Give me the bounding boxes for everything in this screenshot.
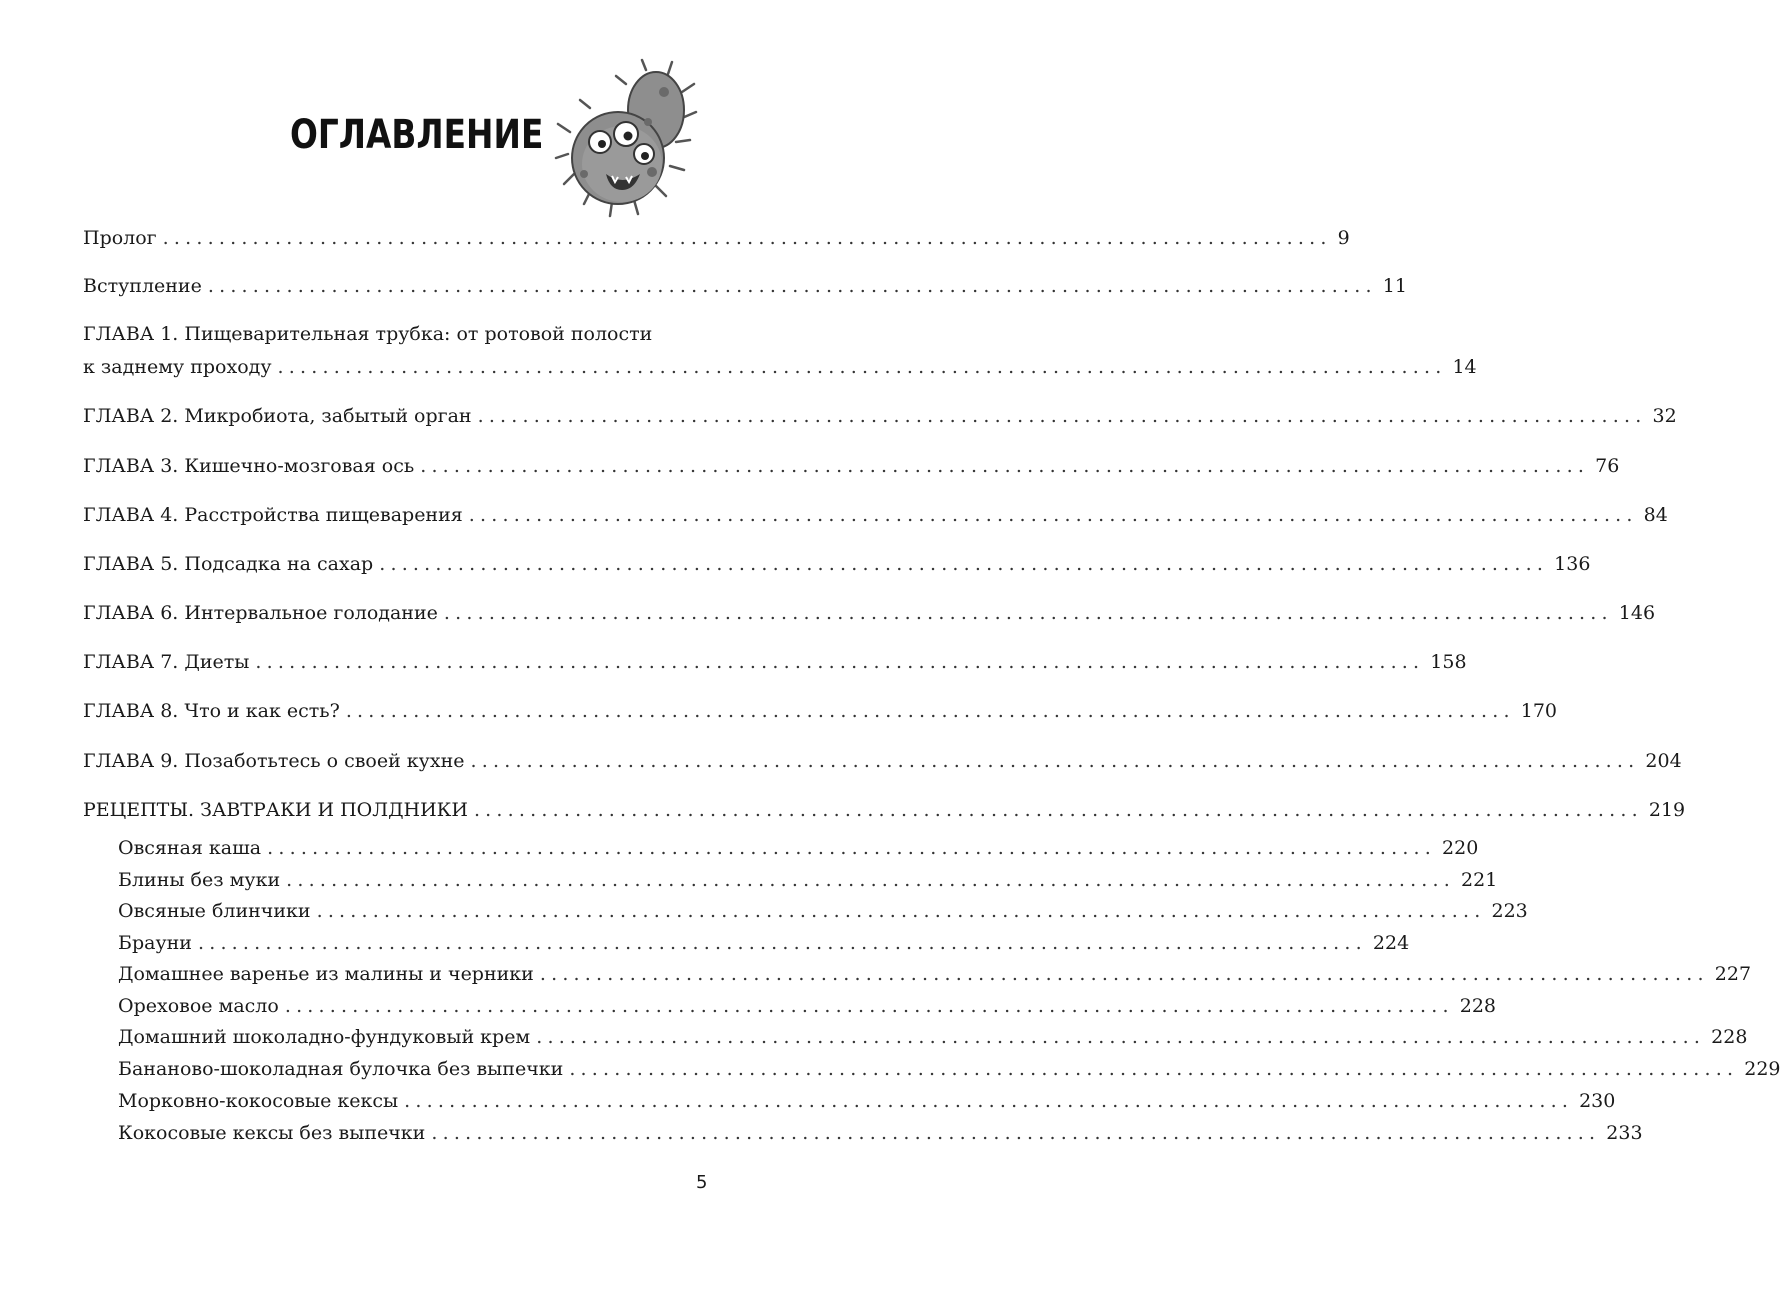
toc-entry: к заднему проходу ........................................................................................................ 14 xyxy=(83,356,1477,378)
toc-recipe-entry: Морковно-кокосовые кексы ........................................................................................................ 230 xyxy=(118,1090,1616,1112)
page-number: 5 xyxy=(696,1172,708,1193)
cartoon-microbe-icon xyxy=(560,62,700,222)
toc-entry: ГЛАВА 6. Интервальное голодание ........................................................................................................ 146 xyxy=(83,602,1656,624)
page-title: ОГЛАВЛЕНИЕ xyxy=(290,112,544,158)
toc-entry: ГЛАВА 7. Диеты ........................................................................................................ 158 xyxy=(83,651,1467,673)
toc-recipe-entry: Домашнее варенье из малины и черники ........................................................................................................ 227 xyxy=(118,963,1752,985)
toc-entry: Пролог ........................................................................................................ 9 xyxy=(83,227,1350,249)
toc-recipe-entry: Кокосовые кексы без выпечки ........................................................................................................ 233 xyxy=(118,1122,1643,1144)
toc-entry: ГЛАВА 5. Подсадка на сахар ........................................................................................................ 136 xyxy=(83,553,1591,575)
toc-recipe-entry: Ореховое масло ........................................................................................................ 228 xyxy=(118,995,1497,1017)
toc-recipe-entry: Бананово-шоколадная булочка без выпечки ........................................................................................................ 229 xyxy=(118,1058,1781,1080)
toc-recipe-entry: Домашний шоколадно-фундуковый крем ........................................................................................................ 228 xyxy=(118,1026,1748,1048)
toc-entry: ГЛАВА 2. Микробиота, забытый орган ........................................................................................................ 32 xyxy=(83,405,1677,427)
toc-entry: РЕЦЕПТЫ. ЗАВТРАКИ И ПОЛДНИКИ ........................................................................................................ 219 xyxy=(83,799,1686,821)
toc-recipe-entry: Овсяные блинчики ........................................................................................................ 223 xyxy=(118,900,1528,922)
toc-recipe-entry: Овсяная каша ........................................................................................................ 220 xyxy=(118,837,1479,859)
toc-entry-line1: ГЛАВА 1. Пищеварительная трубка: от ротовой полости xyxy=(83,323,653,345)
toc-entry: ГЛАВА 3. Кишечно-мозговая ось ........................................................................................................ 76 xyxy=(83,455,1620,477)
toc-entry: Вступление ........................................................................................................ 11 xyxy=(83,275,1407,297)
toc-recipe-entry: Блины без муки ........................................................................................................ 221 xyxy=(118,869,1498,891)
toc-entry: ГЛАВА 9. Позаботьтесь о своей кухне ........................................................................................................ 204 xyxy=(83,750,1682,772)
toc-entry: ГЛАВА 4. Расстройства пищеварения ........................................................................................................ 84 xyxy=(83,504,1668,526)
toc-recipe-entry: Брауни ........................................................................................................ 224 xyxy=(118,932,1410,954)
toc-entry: ГЛАВА 8. Что и как есть? ........................................................................................................ 170 xyxy=(83,700,1557,722)
